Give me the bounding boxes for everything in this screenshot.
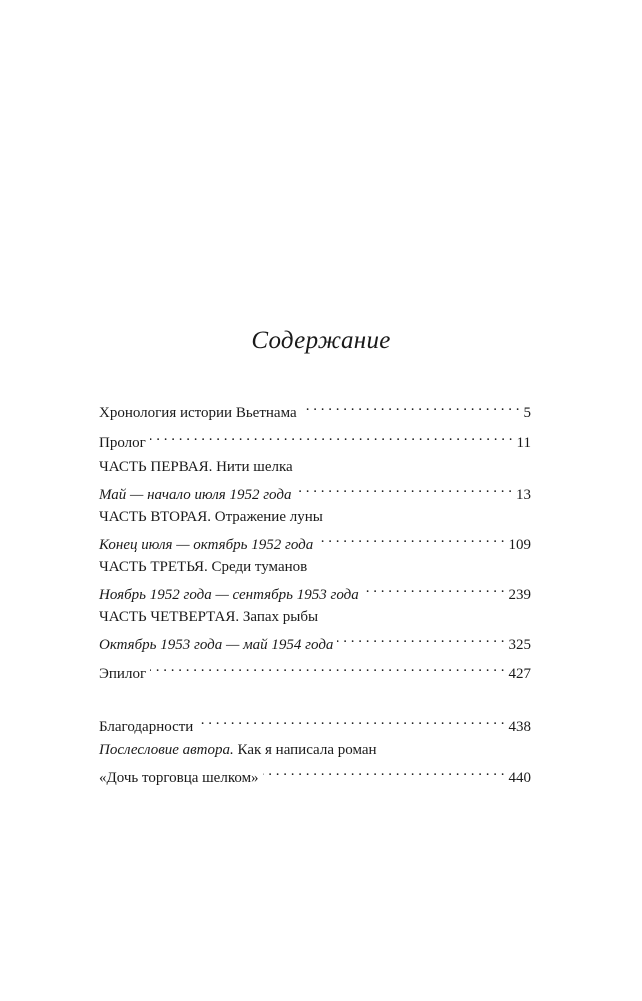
toc-page-number: 239 (508, 587, 531, 603)
toc-entry-label: Октябрь 1953 года — май 1954 года (99, 637, 334, 653)
toc-entry-label: Ноябрь 1952 года — сентябрь 1953 года (99, 587, 359, 603)
toc-entry-part-four (99, 607, 531, 653)
toc-entry-label: Май — начало июля 1952 года (99, 487, 292, 503)
toc-page-number: 440 (508, 770, 531, 786)
toc-page-number: 5 (523, 405, 531, 421)
toc-page-number: 13 (516, 487, 531, 503)
dot-leader (337, 628, 504, 649)
toc-entry-chronology (99, 396, 531, 421)
toc-afterword-heading (99, 740, 531, 761)
toc-afterword-heading-rest: Как я написала роман (233, 742, 377, 758)
dot-leader (295, 478, 512, 499)
dot-leader (263, 761, 505, 782)
toc-entry-label: Благодарности (99, 719, 194, 735)
toc-part-heading: ЧАСТЬ ВТОРАЯ. Отражение луны (99, 509, 323, 525)
toc-page-number: 109 (508, 537, 531, 553)
toc-page-number: 325 (508, 637, 531, 653)
dot-leader (301, 396, 520, 417)
toc-page-number: 11 (516, 435, 531, 451)
page-title: Содержание (251, 327, 391, 354)
toc-entry-afterword (99, 740, 531, 786)
dot-leader (363, 578, 505, 599)
dot-leader (150, 657, 504, 678)
toc-afterword-heading-italic: Послесловие автора. (99, 742, 234, 758)
toc-entry-acknowledgements (99, 710, 531, 735)
toc-page-number: 438 (508, 719, 531, 735)
dot-leader (150, 426, 513, 447)
toc-entry-label: Хронология истории Вьетнама (99, 405, 297, 421)
toc-page-number: 427 (508, 666, 531, 682)
toc-entry-part-two (99, 507, 531, 553)
toc-entry-label: Конец июля — октябрь 1952 года (99, 537, 314, 553)
toc-part-heading: ЧАСТЬ ЧЕТВЕРТАЯ. Запах рыбы (99, 609, 319, 625)
toc-part-heading: ЧАСТЬ ПЕРВАЯ. Нити шелка (99, 459, 293, 475)
toc-entry-prologue (99, 426, 531, 451)
dot-leader (317, 528, 504, 549)
dot-leader (197, 710, 504, 731)
toc-entry-epilogue (99, 657, 531, 682)
toc-entry-label: Эпилог (99, 666, 147, 682)
toc-entry-label: «Дочь торговца шелком» (99, 770, 259, 786)
toc-entry-part-three (99, 557, 531, 603)
toc-part-heading: ЧАСТЬ ТРЕТЬЯ. Среди туманов (99, 559, 308, 575)
toc-entry-part-one (99, 457, 531, 503)
toc-entry-label: Пролог (99, 435, 146, 451)
